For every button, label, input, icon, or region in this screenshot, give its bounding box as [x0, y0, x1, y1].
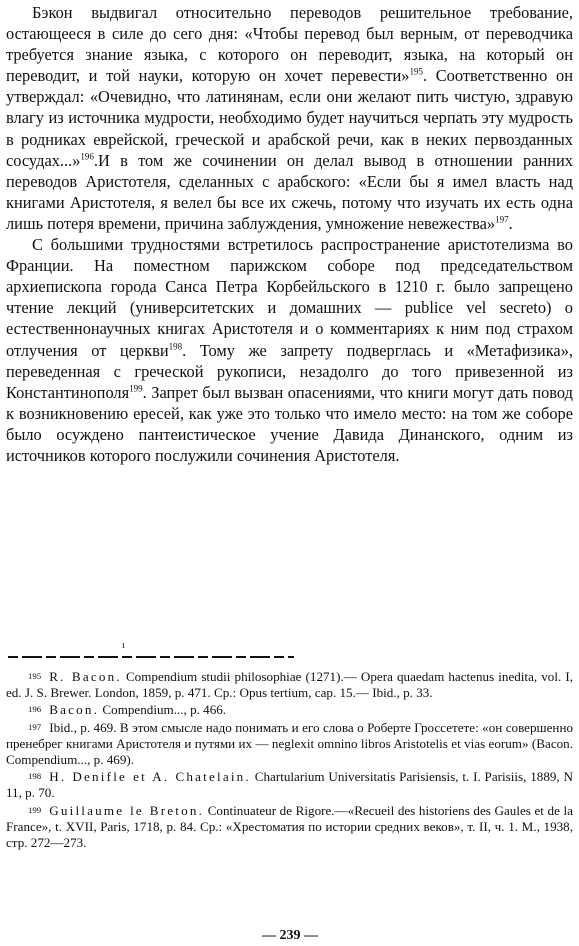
printed-mark: ı: [122, 640, 125, 651]
paragraph-text: .И в том же сочинении он делал вывод в отношении ранних переводов Аристотеля, сделанных с арабского: «Если бы я имел власть над книгами Аристотеля, я велел бы все их сжечь, потому что изучать их есть одна лишь потеря времени, причина заблуждения, умножение невежества»: [6, 150, 573, 233]
footnote-reference: 199: [129, 383, 143, 394]
footnote-196: [6, 701, 573, 718]
footnote-number: 198: [28, 771, 42, 782]
footnote-number: 196: [28, 704, 42, 715]
footnote-divider: [8, 656, 294, 658]
footnote-number: 197: [28, 721, 42, 732]
footnote-author: Bacon.: [49, 702, 100, 718]
paragraph-bacon-translations: [6, 2, 573, 234]
paragraph-text: Бэкон выдвигал относительно переводов решительное требование, остающееся в силе до сего дня: «Чтобы перевод был верным, от переводчика требуется знание языка, с которого он переводит, языка, на который он переводит, и той науки, которую он хочет перевести»: [6, 3, 573, 86]
footnote-195: [6, 668, 573, 701]
footnote-reference: 196: [80, 151, 94, 162]
footnote-197: [6, 719, 573, 769]
footnote-reference: 195: [409, 66, 423, 77]
footnote-number: 199: [28, 804, 42, 815]
paragraph-text: . Соответственно он утверждал: «Очевидно, что латинянам, если они желают пить чистую, здравую влагу из источника мудрости, необходимо будет научиться черпать эту мудрость в родниках еврейской, греческой и арабской речи, как в неких первозданных сосудах...»: [6, 66, 573, 170]
footnote-author: H. Denifle et A. Chatelain.: [49, 769, 251, 785]
footnote-number: 195: [28, 671, 42, 681]
footnote-text: Ibid., p. 469. В этом смысле надо понимать и его слова о Роберте Гроссетете: «он совершенно пренебрег книгами Аристотеля и путями их — neglexit omnino libros Aristotelis et vias eorum» (Bacon. Compendium..., p. 469).: [6, 719, 573, 768]
footnote-text: Compendium..., p. 466.: [99, 702, 227, 718]
paragraph-text: . Тому же запрету подверглась и «Метафизика», переведенная с греческой рукописи, незадолго до того привезенной из Константинополя: [6, 340, 573, 402]
paragraph-text: .: [508, 213, 513, 233]
paragraph-aristotelism-france: [6, 234, 573, 466]
footnote-text: Continuateur de Rigore.—«Recueil des historiens des Gaules et de la France», t. XVII, Paris, 1718, p. 84. Ср.: «Хрестоматия по истории средних веков», т. II, ч. 1. М., 1938, стр. 272—273.: [6, 802, 573, 851]
footnote-author: R. Bacon.: [49, 669, 122, 684]
footnote-reference: 197: [495, 214, 509, 225]
page-number: — 239 —: [262, 928, 318, 943]
footnote-text: Compendium studii philosophiae (1271).— Opera quaedam hactenus inedita, vol. I, ed. J. S. Brewer. London, 1859, p. 471. Ср.: Opus tertium, cap. 15.— Ibid., p. 33.: [6, 669, 573, 701]
footnote-reference: 198: [168, 341, 183, 352]
footnotes: [6, 668, 573, 851]
footnote-198: [6, 768, 573, 801]
footnote-199: [6, 802, 573, 852]
paragraph-text: . Запрет был вызван опасениями, что книги могут дать повод к возникновению ересей, как уже это только что имело место: на том же соборе было осуждено пантеистическое учение Давида Динанского, одним из источников которого послужили сочинения Аристотеля.: [6, 382, 573, 465]
main-text: [6, 2, 573, 466]
footnote-author: Guillaume le Breton.: [49, 802, 205, 818]
paragraph-text: С большими трудностями встретилось распространение аристотелизма во Франции. На поместном парижском соборе под председательством архиепископа города Санса Петра Корбейльского в 1210 г. было запрещено чтение лекций (университетских и домашних — publice vel secreto) о естественнонаучных книгах Аристотеля и о комментариях к ним под страхом отлучения от церкви: [6, 235, 573, 360]
footnote-text: Chartularium Universitatis Parisiensis, t. I. Parisiis, 1889, N 11, p. 70.: [6, 769, 574, 801]
